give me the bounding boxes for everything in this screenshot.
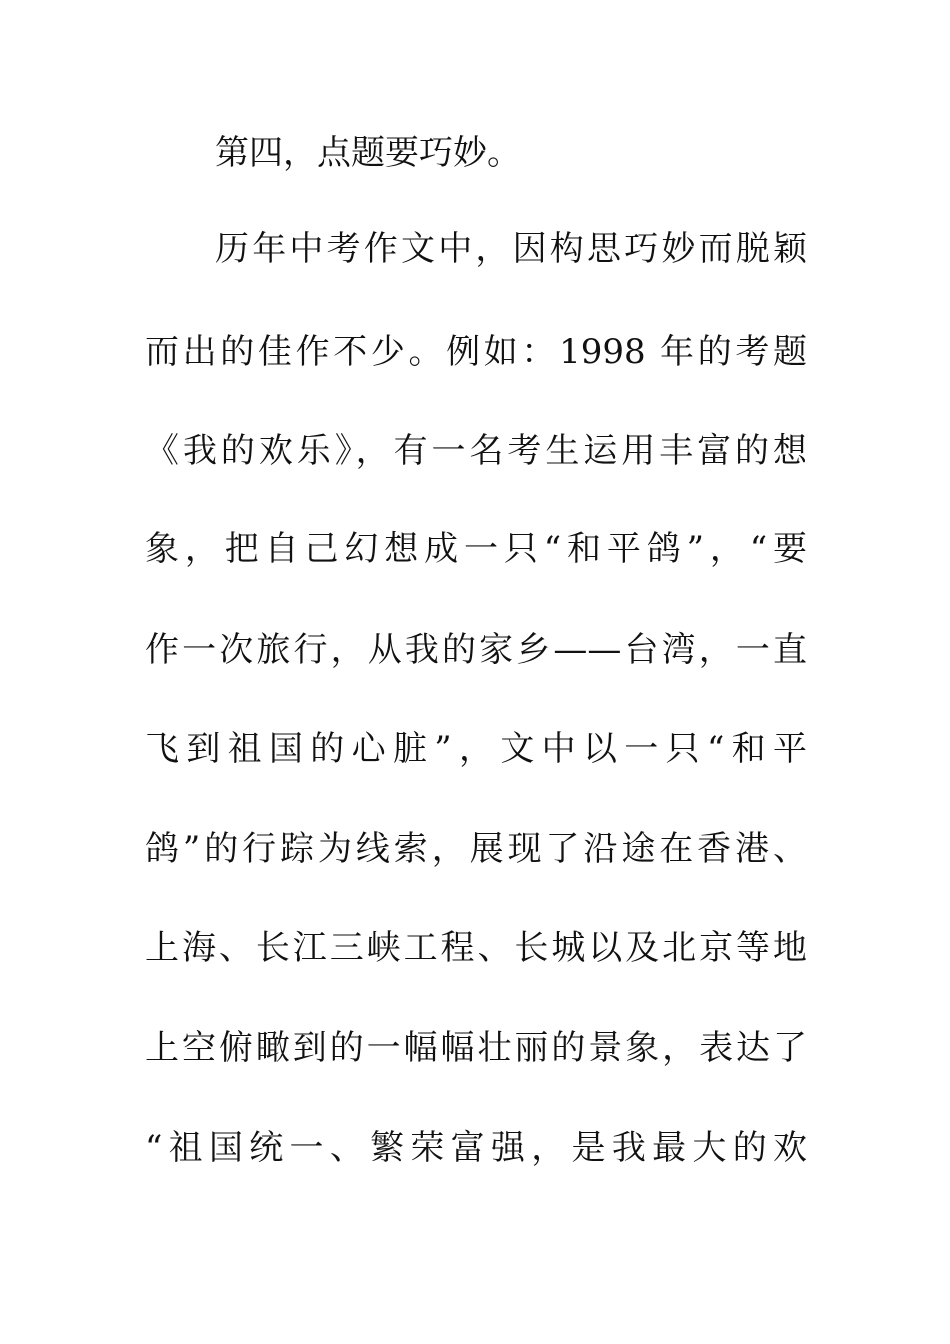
paragraph-line-4: 象，把自己幻想成一只“和平鸽”，“要 <box>145 529 807 569</box>
paragraph-line-6: 飞到祖国的心脏”，文中以一只“和平 <box>145 729 807 769</box>
section-heading: 第四，点题要巧妙。 <box>215 133 521 173</box>
paragraph-line-8: 上海、长江三峡工程、长城以及北京等地 <box>145 928 807 968</box>
paragraph-line-10: “祖国统一、繁荣富强，是我最大的欢 <box>145 1128 807 1168</box>
paragraph-line-9: 上空俯瞰到的一幅幅壮丽的景象，表达了 <box>145 1028 807 1068</box>
paragraph-line-3: 《我的欢乐》，有一名考生运用丰富的想 <box>145 431 807 471</box>
paragraph-line-7: 鸽”的行踪为线索，展现了沿途在香港、 <box>145 829 807 869</box>
paragraph-line-5: 作一次旅行，从我的家乡——台湾，一直 <box>145 630 807 670</box>
paragraph-line-1: 历年中考作文中，因构思巧妙而脱颖 <box>215 229 807 269</box>
paragraph-line-2: 而出的佳作不少。例如：1998 年的考题 <box>145 332 807 372</box>
